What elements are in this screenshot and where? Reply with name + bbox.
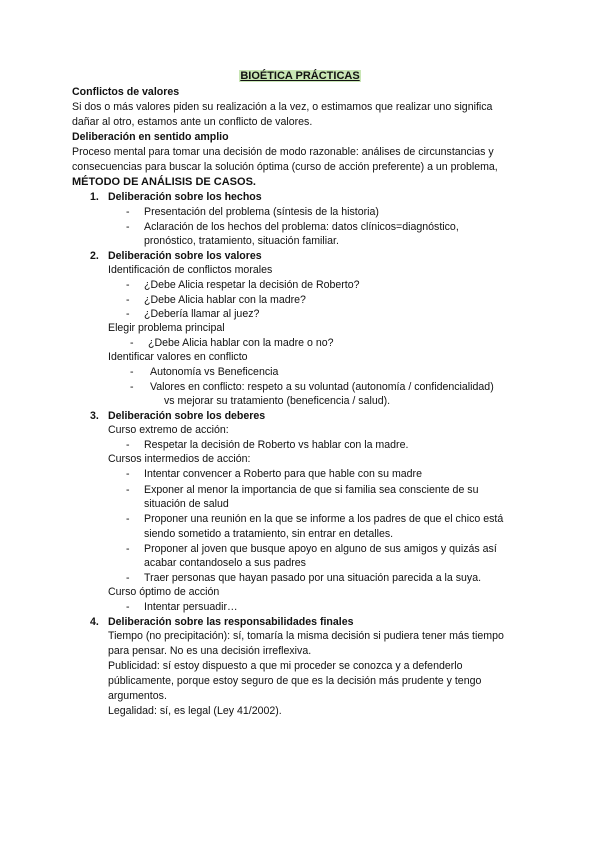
dash-bullet: -	[126, 279, 130, 291]
list-item: Presentación del problema (síntesis de la historia)	[144, 206, 379, 218]
paragraph-line: públicamente, porque estoy seguro de que es la decisión más prudente y tengo	[108, 675, 482, 687]
document-title: BIOÉTICA PRÁCTICAS	[240, 70, 360, 82]
list-item: ¿Debe Alicia hablar con la madre o no?	[148, 337, 334, 349]
list-item: ¿Debería llamar al juez?	[144, 308, 260, 320]
dash-bullet: -	[126, 221, 130, 233]
paragraph-line: para pensar. No es una decisión irreflexiva.	[108, 645, 312, 657]
paragraph-line: Legalidad: sí, es legal (Ley 41/2002).	[108, 705, 282, 717]
heading-deliberacion: Deliberación en sentido amplio	[72, 131, 229, 143]
dash-bullet: -	[126, 439, 130, 451]
step-title: Deliberación sobre las responsabilidades finales	[108, 616, 354, 628]
list-item: ¿Debe Alicia respetar la decisión de Roberto?	[144, 279, 360, 291]
step-title: Deliberación sobre los valores	[108, 250, 262, 262]
list-item: ¿Debe Alicia hablar con la madre?	[144, 294, 306, 306]
dash-bullet: -	[126, 206, 130, 218]
paragraph-line: dañar al otro, estamos ante un conflicto de valores.	[72, 116, 313, 128]
list-item: Proponer una reunión en la que se informe a los padres de que el chico está	[144, 513, 504, 525]
subheading: Elegir problema principal	[108, 322, 225, 334]
step-number: 4.	[90, 616, 99, 628]
list-item: Exponer al menor la importancia de que si familia sea consciente de su	[144, 484, 479, 496]
step-number: 2.	[90, 250, 99, 262]
list-item-continuation: situación de salud	[144, 498, 229, 510]
dash-bullet: -	[126, 468, 130, 480]
dash-bullet: -	[126, 484, 130, 496]
subheading: Identificar valores en conflicto	[108, 351, 248, 363]
paragraph-line: Proceso mental para tomar una decisión de modo razonable: análises de circunstancias y	[72, 146, 494, 158]
dash-bullet: -	[130, 337, 134, 349]
dash-bullet: -	[126, 601, 130, 613]
dash-bullet: -	[126, 308, 130, 320]
paragraph-line: Tiempo (no precipitación): sí, tomaría la misma decisión si pudiera tener más tiempo	[108, 630, 504, 642]
list-item: Proponer al joven que busque apoyo en alguno de sus amigos y quizás así	[144, 543, 497, 555]
list-item: Aclaración de los hechos del problema: datos clínicos=diagnóstico,	[144, 221, 459, 233]
subheading: Cursos intermedios de acción:	[108, 453, 251, 465]
step-number: 3.	[90, 410, 99, 422]
list-item: Valores en conflicto: respeto a su voluntad (autonomía / confidencialidad)	[150, 381, 494, 393]
subheading: Identificación de conflictos morales	[108, 264, 273, 276]
dash-bullet: -	[126, 294, 130, 306]
step-title: Deliberación sobre los hechos	[108, 191, 262, 203]
step-title: Deliberación sobre los deberes	[108, 410, 266, 422]
paragraph-line: argumentos.	[108, 690, 167, 702]
list-item-continuation: vs mejorar su tratamiento (beneficencia / salud).	[164, 395, 391, 407]
list-item: Intentar convencer a Roberto para que hable con su madre	[144, 468, 422, 480]
dash-bullet: -	[126, 513, 130, 525]
dash-bullet: -	[130, 381, 134, 393]
list-item-continuation: pronóstico, tratamiento, situación familiar.	[144, 235, 339, 247]
subheading: Curso extremo de acción:	[108, 424, 229, 436]
paragraph-line: Si dos o más valores piden su realización a la vez, o estimamos que realizar uno significa	[72, 101, 493, 113]
dash-bullet: -	[130, 366, 134, 378]
step-number: 1.	[90, 191, 99, 203]
heading-conflictos: Conflictos de valores	[72, 86, 180, 98]
list-item: Respetar la decisión de Roberto vs hablar con la madre.	[144, 439, 409, 451]
list-item-continuation: acabar contandoselo a sus padres	[144, 557, 306, 569]
list-item: Intentar persuadir…	[144, 601, 238, 613]
heading-metodo: MÉTODO DE ANÁLISIS DE CASOS.	[72, 176, 256, 188]
paragraph-line: Publicidad: sí estoy dispuesto a que mi proceder se conozca y a defenderlo	[108, 660, 463, 672]
list-item-continuation: siendo sometido a tratamiento, sin entrar en detalles.	[144, 528, 394, 540]
list-item: Autonomía vs Beneficencia	[150, 366, 279, 378]
paragraph-line: consecuencias para buscar la solución óptima (curso de acción preferente) a un problema,	[72, 161, 498, 173]
dash-bullet: -	[126, 543, 130, 555]
list-item: Traer personas que hayan pasado por una situación parecida a la suya.	[144, 572, 482, 584]
dash-bullet: -	[126, 572, 130, 584]
subheading: Curso óptimo de acción	[108, 586, 220, 598]
